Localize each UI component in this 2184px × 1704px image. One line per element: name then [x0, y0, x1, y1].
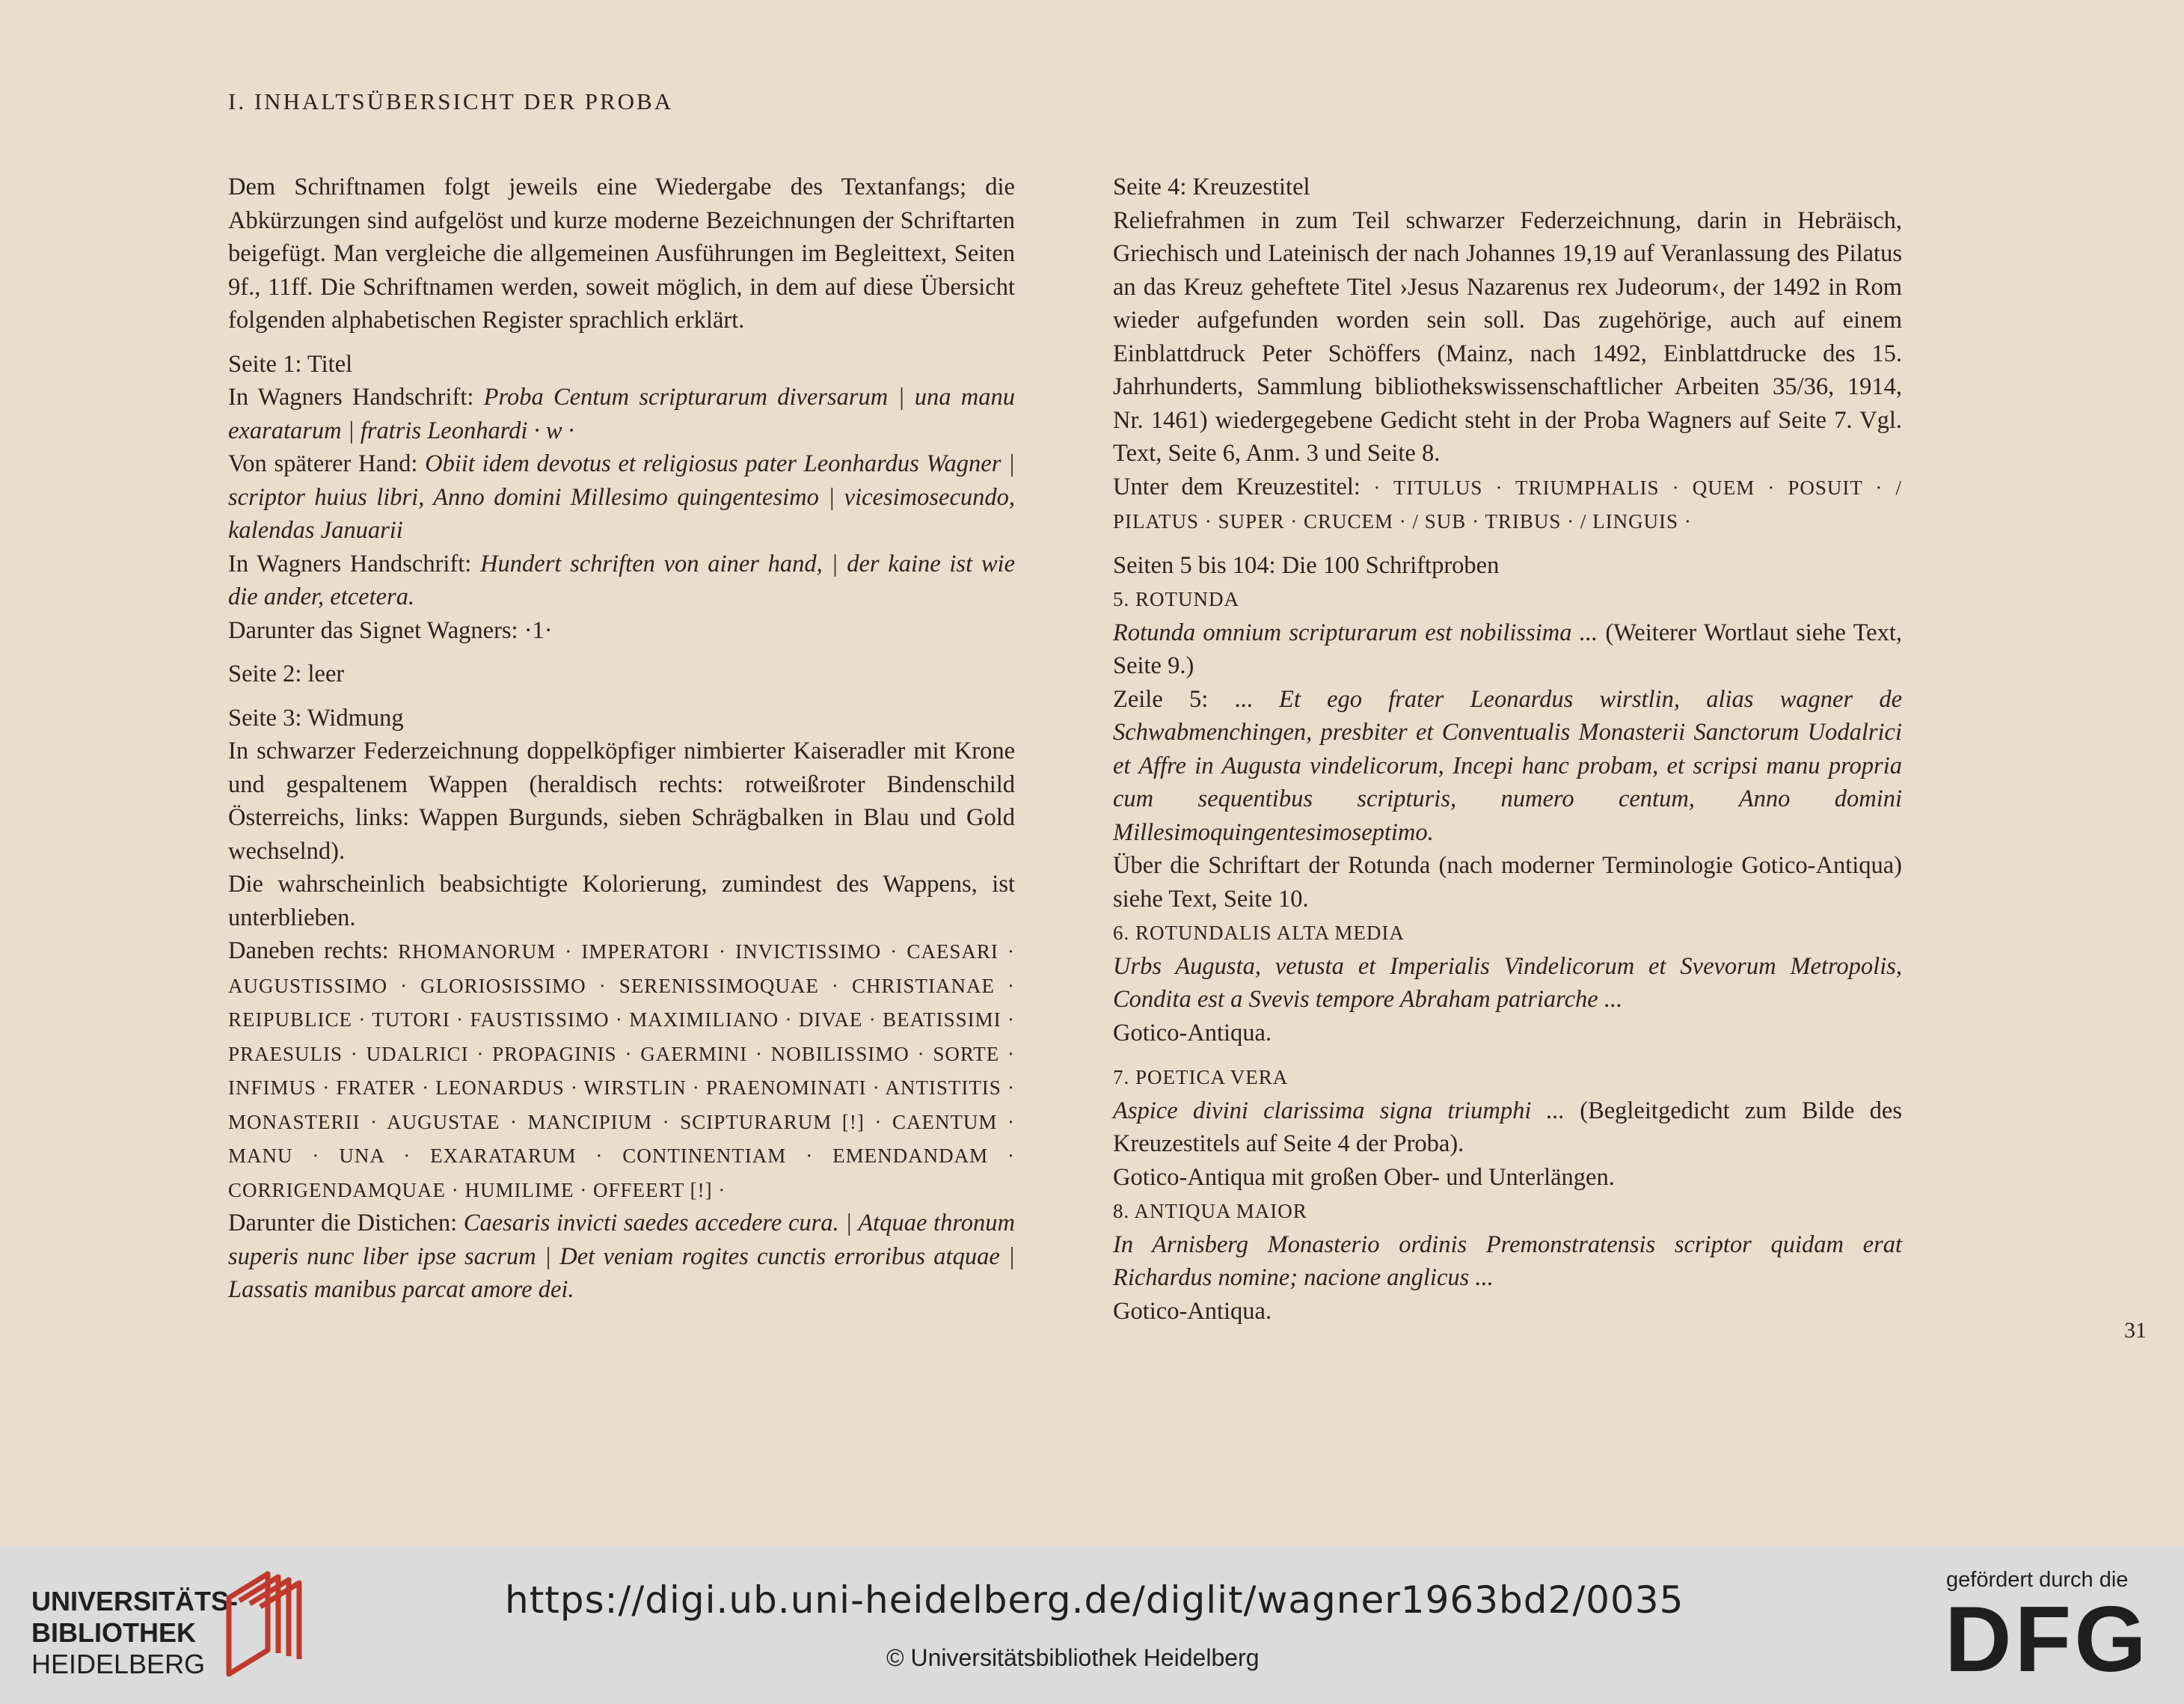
script-type: Gotico-Antiqua.	[1113, 1297, 1272, 1325]
library-logo-icon[interactable]	[223, 1568, 305, 1680]
signet-line: Darunter das Signet Wagners: ·1·	[228, 616, 553, 644]
entry-paragraph	[1113, 616, 1902, 683]
section-heading: Seite 4: Kreuzestitel	[1113, 174, 1310, 200]
script-name: 7. POETICA VERA	[1113, 1066, 1289, 1088]
script-heading	[1113, 582, 1902, 616]
entry-quote: Obiit idem devotus et religiosus pater Leonhardus Wagner | scriptor huius libri, Anno domini Millesimo quingentesimo | vicesimosecundo, kalendas Januarii	[228, 450, 1015, 544]
entry-paragraph: Reliefrahmen in zum Teil schwarzer Federzeichnung, darin in Hebräisch, Griechisch und Lateinisch der nach Johannes 19,19 auf Veranlassung des Pilatus an das Kreuz geheftete Titel ›Jesus Nazarenus rex Judeorum‹, der 1492 in Rom wieder aufgefunden worden sein soll. Das zugehörige, auch auf einem Einblattdruck Peter Schöffers (Mainz, nach 1492, Einblattdrucke des 15. Jahrhunderts, Sammlung bibliothekswissenschaftlicher Arbeiten 35/36, 1914, Nr. 1461) wiedergegebene Gedicht steht in der Proba Wagners auf Seite 7. Vgl. Text, Seite 6, Anm. 3 und Seite 8.	[1113, 206, 1902, 467]
script-heading	[1113, 1060, 1902, 1094]
entry-paragraph	[1113, 471, 1902, 539]
entry-quote: Urbs Augusta, vetusta et Imperialis Vindelicorum et Svevorum Metropolis, Condita est a Svevis tempore Abraham patriarche ...	[1113, 952, 1902, 1013]
script-type: Gotico-Antiqua.	[1113, 1019, 1272, 1046]
entry-label: In Wagners Handschrift:	[228, 550, 481, 577]
script-name: 5. ROTUNDA	[1113, 588, 1239, 610]
entry-paragraph	[228, 381, 1015, 447]
dfg-logo[interactable]: DFG	[1945, 1588, 2150, 1691]
permalink-url[interactable]: https://digi.ub.uni-heidelberg.de/diglit/wagner1963bd2/0035	[505, 1578, 1684, 1622]
entry-paragraph	[228, 447, 1015, 548]
intro-paragraph: Dem Schriftnamen folgt jeweils eine Wiedergabe des Textanfangs; die Abkürzungen sind aufgelöst und kurze moderne Bezeichnungen der Schriftarten beigefügt. Man vergleiche die allgemeinen Ausführungen im Begleittext, Seiten 9f., 11ff. Die Schriftnamen werden, soweit möglich, in dem auf diese Übersicht folgenden alphabetischen Register sprachlich erklärt.	[228, 174, 1015, 334]
section-heading: Seite 3: Widmung	[228, 704, 404, 732]
entry-paragraph: In schwarzer Federzeichnung doppelköpfiger nimbierter Kaiseradler mit Krone und gespaltenem Wappen (heraldisch rechts: rotweißroter Bindenschild Österreichs, links: Wappen Burgunds, sieben Schrägbalken in Blau und Gold wechselnd).	[228, 738, 1015, 865]
library-wordmark[interactable]	[31, 1586, 238, 1680]
entry-label: Darunter die Distichen:	[228, 1210, 464, 1236]
entry-paragraph	[1113, 1228, 1902, 1295]
library-name-line: HEIDELBERG	[31, 1649, 206, 1679]
funding-note: gefördert durch die	[1946, 1568, 2129, 1592]
section-heading: Seiten 5 bis 104: Die 100 Schriftproben	[1113, 551, 1500, 579]
entry-quote: Rotunda omnium scripturarum est nobilissima ...	[1113, 619, 1598, 646]
section-heading: Seite 2: leer	[228, 661, 345, 687]
script-type: Gotico-Antiqua mit großen Ober- und Unterlängen.	[1113, 1163, 1615, 1191]
entry-note: (Weiterer Wortlaut siehe Text, Seite 9.)	[1113, 619, 1902, 679]
cross-title-capitals: · TITULUS · TRIUMPHALIS · QUEM · POSUIT · / PILATUS · SUPER · CRUCEM · / SUB · TRIBUS · / LINGUIS ·	[1113, 476, 1902, 533]
entry-quote: Caesaris invicti saedes accedere cura. | Atquae thronum superis nunc liber ipse sacrum | Det veniam rogites cunctis erroribus atquae | Lassatis manibus parcat amore dei.	[228, 1210, 1015, 1303]
entry-note: (Begleitgedicht zum Bilde des Kreuzestitels auf Seite 4 der Proba).	[1113, 1097, 1902, 1157]
copyright-notice: © Universitätsbibliothek Heidelberg	[886, 1644, 1260, 1671]
entry-paragraph	[228, 548, 1015, 614]
script-heading	[1113, 1194, 1902, 1228]
dedication-capitals: RHOMANORUM · IMPERATORI · INVICTISSIMO · CAESARI · AUGUSTISSIMO · GLORIOSISSIMO · SERENISSIMOQUAE · CHRISTIANAE · REIPUBLICE · TUTORI · FAUSTISSIMO · MAXIMILIANO · DIVAE · BEATISSIMI · PRAESULIS · UDALRICI · PROPAGINIS · GAERMINI · NOBILISSIMO · SORTE · INFIMUS · FRATER · LEONARDUS · WIRSTLIN · PRAENOMINATI · ANTISTITIS · MONASTERII · AUGUSTAE · MANCIPIUM · SCIPTURARUM [!] · CAENTUM · MANU · UNA · EXARATARUM · CONTINENTIAM · EMENDANDAM · CORRIGENDAMQUAE · HUMILIME · OFFEERT [!] ·	[228, 940, 1015, 1201]
entry-paragraph: Über die Schriftart der Rotunda (nach moderner Terminologie Gotico-Antiqua) siehe Text, Seite 10.	[1113, 852, 1902, 913]
viewer-footer	[0, 1547, 2184, 1704]
script-name: 6. ROTUNDALIS ALTA MEDIA	[1113, 922, 1405, 944]
entry-quote: In Arnisberg Monasterio ordinis Premonstratensis scriptor quidam erat Richardus nomine; nacione anglicus ...	[1113, 1231, 1902, 1291]
entry-paragraph	[228, 1207, 1015, 1307]
section-heading: Seite 1: Titel	[228, 350, 353, 378]
entry-paragraph: Die wahrscheinlich beabsichtigte Kolorierung, zumindest des Wappens, ist unterblieben.	[228, 871, 1015, 931]
entry-quote: Proba Centum scripturarum diversarum | una manu exaratarum | fratris Leonhardi · w ·	[228, 384, 1015, 444]
right-column	[1113, 171, 1902, 1328]
entry-paragraph	[1113, 1094, 1902, 1161]
dedication-paragraph	[228, 934, 1015, 1207]
script-name: 8. ANTIQUA MAIOR	[1113, 1200, 1307, 1222]
entry-quote: Aspice divini clarissima signa triumphi ...	[1113, 1097, 1565, 1124]
entry-label: Zeile 5: ...	[1113, 685, 1280, 713]
page-number: 31	[2124, 1318, 2147, 1343]
entry-quote: Et ego frater Leonardus wirstlin, alias wagner de Schwabmenchingen, presbiter et Conventualis Monasterii Sanctorum Uodalrici et Affre in Augusta vindelicorum, Incepi hanc probam, et scripsi manu propria cum sequentibus scripturis, numero centum, Anno domini Millesimoquingentesimoseptimo.	[1113, 685, 1902, 846]
entry-label: In Wagners Handschrift:	[228, 384, 484, 411]
entry-label: Daneben rechts:	[228, 937, 399, 964]
script-heading	[1113, 916, 1902, 950]
entry-paragraph	[1113, 683, 1902, 850]
entry-label: Unter dem Kreuzestitel:	[1113, 473, 1374, 500]
entry-paragraph	[1113, 950, 1902, 1017]
left-column	[228, 171, 1015, 1307]
entry-quote: Hundert schriften von ainer hand, | der kaine ist wie die ander, etcetera.	[228, 550, 1015, 610]
entry-label: Von späterer Hand:	[228, 450, 426, 477]
page-heading: I. INHALTSÜBERSICHT DER PROBA	[228, 88, 674, 114]
library-name-line: UNIVERSITÄTS-	[31, 1586, 239, 1616]
library-name-line: BIBLIOTHEK	[31, 1617, 196, 1648]
